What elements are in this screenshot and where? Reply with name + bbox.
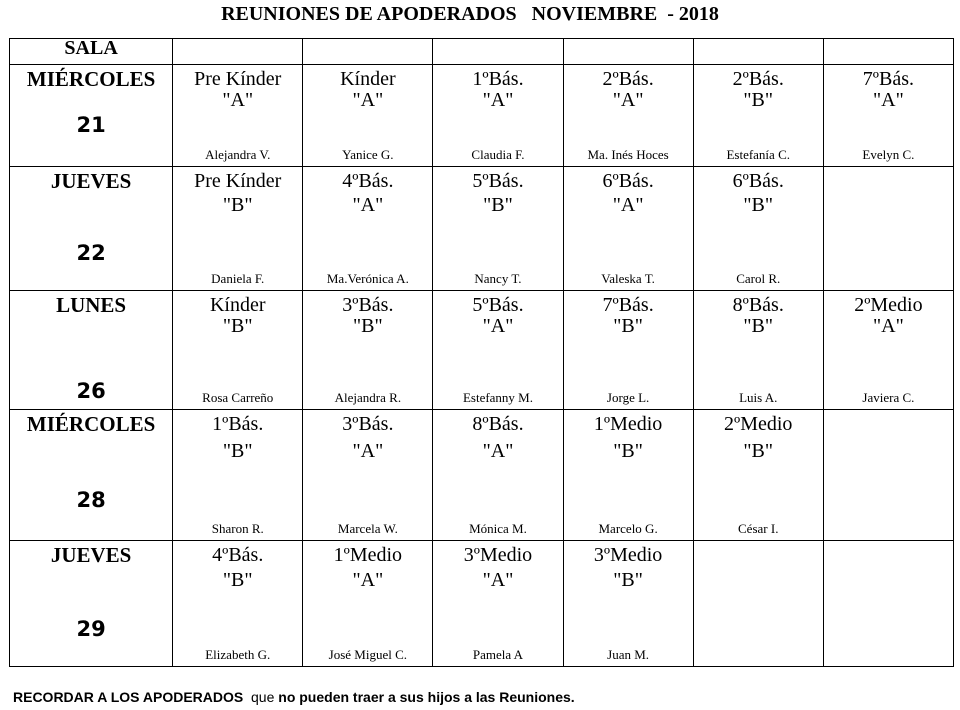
course-label: 7ºBás. <box>862 68 914 90</box>
teacher-name: Claudia F. <box>471 147 525 162</box>
meeting-cell <box>823 65 953 167</box>
meeting-cell <box>433 541 563 667</box>
section-label: "A" <box>352 440 384 462</box>
course-label: Pre Kínder <box>194 170 282 192</box>
day-label: LUNES <box>56 293 127 317</box>
course-label: 3ºBás. <box>342 294 394 316</box>
section-label: "A" <box>482 315 514 337</box>
section-label: "B" <box>613 440 643 462</box>
header-cell <box>563 39 693 65</box>
teacher-name: Marcela W. <box>337 521 398 536</box>
teacher-name: José Miguel C. <box>328 647 408 662</box>
meeting-cell <box>433 410 563 541</box>
section-label: "B" <box>222 440 253 462</box>
meeting-cell <box>693 167 823 291</box>
course-label: 6ºBás. <box>732 170 784 192</box>
empty-cell <box>693 541 823 667</box>
course-label: 8ºBás. <box>472 413 524 435</box>
meeting-cell <box>823 291 953 410</box>
course-label: 2ºMedio <box>854 294 923 316</box>
course-label: Kínder <box>340 68 396 90</box>
course-label: 4ºBás. <box>212 544 264 566</box>
day-cell <box>10 65 173 167</box>
footer-message: no pueden traer a sus hijos a las Reuniones. <box>278 689 575 705</box>
meeting-cell <box>173 410 303 541</box>
meeting-cell <box>303 167 433 291</box>
section-label: "B" <box>613 315 643 337</box>
meeting-cell <box>173 167 303 291</box>
meeting-cell <box>303 541 433 667</box>
teacher-name: Valeska T. <box>601 271 655 286</box>
course-label: 1ºBás. <box>212 413 264 435</box>
teacher-name: Ma. Inés Hoces <box>587 147 669 162</box>
teacher-name: Evelyn C. <box>862 147 915 162</box>
section-label: "B" <box>353 315 383 337</box>
table-row <box>10 65 954 167</box>
teacher-name: César I. <box>738 521 779 536</box>
empty-cell <box>823 167 953 291</box>
section-label: "A" <box>612 194 644 216</box>
meeting-cell <box>433 167 563 291</box>
course-label: 3ºMedio <box>593 544 663 566</box>
meeting-cell <box>563 291 693 410</box>
course-label: Pre Kínder <box>194 68 282 90</box>
section-label: "B" <box>483 194 513 216</box>
teacher-name: Juan M. <box>607 647 650 662</box>
section-label: "A" <box>352 569 384 591</box>
section-label: "A" <box>482 89 514 111</box>
meeting-cell <box>563 167 693 291</box>
day-cell <box>10 541 173 667</box>
section-label: "B" <box>743 315 774 337</box>
teacher-name: Daniela F. <box>211 271 265 286</box>
day-cell <box>10 291 173 410</box>
teacher-name: Alejandra V. <box>205 147 271 162</box>
sala-label: SALA <box>64 37 118 59</box>
section-label: "A" <box>352 89 384 111</box>
section-label: "B" <box>743 440 774 462</box>
teacher-name: Yanice G. <box>342 147 394 162</box>
teacher-name: Estefanía C. <box>726 147 790 162</box>
meeting-cell <box>693 291 823 410</box>
meeting-cell <box>433 291 563 410</box>
course-label: 2ºMedio <box>724 413 793 435</box>
teacher-name: Elizabeth G. <box>205 647 271 662</box>
course-label: 1ºMedio <box>333 544 403 566</box>
footer-note <box>13 689 575 705</box>
day-label: MIÉRCOLES <box>26 67 156 91</box>
header-cell <box>173 39 303 65</box>
section-label: "B" <box>222 194 253 216</box>
table-row <box>10 410 954 541</box>
teacher-name: Nancy T. <box>474 271 522 286</box>
date-label: 26 <box>76 379 106 403</box>
meeting-cell <box>693 65 823 167</box>
section-label: "A" <box>352 194 384 216</box>
course-label: 6ºBás. <box>602 170 654 192</box>
table-row <box>10 541 954 667</box>
footer-connector: que <box>243 689 279 705</box>
course-label: 3ºBás. <box>342 413 394 435</box>
section-label: "B" <box>743 194 774 216</box>
meeting-cell <box>173 291 303 410</box>
course-label: 3ºMedio <box>463 544 533 566</box>
course-label: 8ºBás. <box>732 294 784 316</box>
course-label: 2ºBás. <box>602 68 654 90</box>
teacher-name: Mónica M. <box>469 521 527 536</box>
section-label: "B" <box>613 569 643 591</box>
section-label: "A" <box>873 315 904 337</box>
course-label: 1ºBás. <box>472 68 524 90</box>
meeting-cell <box>563 541 693 667</box>
course-label: 7ºBás. <box>602 294 654 316</box>
teacher-name: Alejandra R. <box>334 390 402 405</box>
course-label: 5ºBás. <box>472 170 524 192</box>
teacher-name: Javiera C. <box>862 390 915 405</box>
course-label: Kínder <box>209 294 266 316</box>
meeting-cell <box>563 410 693 541</box>
header-cell <box>303 39 433 65</box>
section-label: "B" <box>743 89 774 111</box>
meeting-cell <box>303 65 433 167</box>
header-cell <box>823 39 953 65</box>
meeting-cell <box>173 65 303 167</box>
meeting-cell <box>173 541 303 667</box>
course-label: 4ºBás. <box>342 170 394 192</box>
day-cell <box>10 167 173 291</box>
header-cell <box>433 39 563 65</box>
date-label: 22 <box>76 241 106 265</box>
day-label: JUEVES <box>50 169 132 193</box>
date-label: 29 <box>76 617 106 641</box>
section-label: "B" <box>222 569 253 591</box>
teacher-name: Estefanny M. <box>462 390 533 405</box>
meeting-cell <box>303 410 433 541</box>
day-label: MIÉRCOLES <box>26 412 156 436</box>
section-label: "A" <box>482 569 514 591</box>
course-label: 1ºMedio <box>593 413 663 435</box>
course-label: 2ºBás. <box>732 68 784 90</box>
table-row <box>10 291 954 410</box>
day-label: JUEVES <box>50 543 132 567</box>
teacher-name: Carol R. <box>736 271 781 286</box>
section-label: "B" <box>222 315 253 337</box>
section-label: "A" <box>482 440 514 462</box>
section-label: "A" <box>222 89 254 111</box>
meeting-cell <box>433 65 563 167</box>
teacher-name: Rosa Carreño <box>202 390 274 405</box>
sala-header-cell <box>10 39 173 65</box>
teacher-name: Luis A. <box>739 390 778 405</box>
day-cell <box>10 410 173 541</box>
teacher-name: Marcelo G. <box>598 521 658 536</box>
section-label: "A" <box>873 89 904 111</box>
course-label: 5ºBás. <box>472 294 524 316</box>
teacher-name: Pamela A <box>472 647 524 662</box>
date-label: 21 <box>76 113 106 137</box>
empty-cell <box>823 541 953 667</box>
page-title: REUNIONES DE APODERADOS NOVIEMBRE - 2018 <box>221 3 719 25</box>
date-label: 28 <box>76 488 106 512</box>
schedule-table <box>9 38 954 667</box>
meeting-cell <box>563 65 693 167</box>
teacher-name: Ma.Verónica A. <box>326 271 409 286</box>
teacher-name: Sharon R. <box>211 521 264 536</box>
meeting-cell <box>303 291 433 410</box>
table-row <box>10 167 954 291</box>
section-label: "A" <box>612 89 644 111</box>
header-row <box>10 39 954 65</box>
teacher-name: Jorge L. <box>606 390 650 405</box>
header-cell <box>693 39 823 65</box>
empty-cell <box>823 410 953 541</box>
footer-emphasis: RECORDAR A LOS APODERADOS <box>13 689 244 705</box>
meeting-cell <box>693 410 823 541</box>
